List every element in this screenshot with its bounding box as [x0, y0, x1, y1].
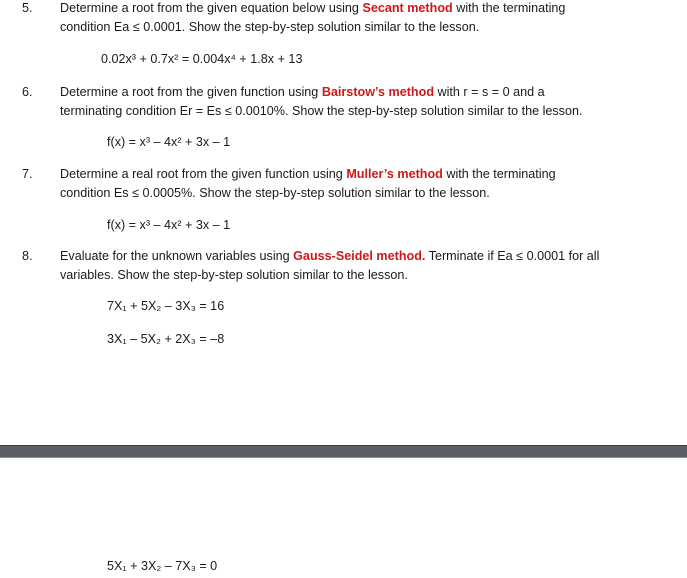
equation: 3X₁ – 5X₂ + 2X₃ = –8: [107, 332, 225, 346]
problem-number: 8.: [22, 249, 33, 263]
problem-text: Determine a root from the given function using: [60, 85, 322, 99]
method-name: Bairstow’s method: [321, 85, 435, 99]
problem-text: Determine a real root from the given function using: [60, 167, 347, 181]
problem-number: 7.: [22, 167, 33, 181]
problem-text: with the terminating: [452, 1, 566, 15]
method-name: Muller’s method: [346, 167, 443, 181]
problem-text-line-2: condition Es ≤ 0.0005%. Show the step-by-step solution similar to the lesson.: [60, 186, 490, 200]
equation: 5X₁ + 3X₂ – 7X₃ = 0: [107, 559, 218, 573]
problem-number: 6.: [22, 85, 33, 99]
problem-text: Terminate if Ea ≤ 0.0001 for all: [425, 249, 600, 263]
page-divider: [0, 445, 687, 458]
problem-text-line-2: variables. Show the step-by-step solution similar to the lesson.: [60, 268, 408, 282]
problem-text-line-1: [60, 248, 599, 264]
problem-text: Determine a root from the given equation below using: [60, 1, 363, 15]
method-name: Gauss-Seidel method.: [293, 249, 426, 263]
equation: f(x) = x³ – 4x² + 3x – 1: [107, 218, 231, 232]
problem-text: Evaluate for the unknown variables using: [60, 249, 294, 263]
problem-number: 5.: [22, 1, 33, 15]
next-page: [0, 458, 687, 578]
problem-text-line-1: [60, 0, 565, 16]
equation: 0.02x³ + 0.7x² = 0.004x⁴ + 1.8x + 13: [101, 52, 303, 66]
problem-text-line-1: [60, 166, 556, 182]
problem-text-line-2: terminating condition Er = Es ≤ 0.0010%. Show the step-by-step solution similar to the lesson.: [60, 104, 583, 118]
equation: 7X₁ + 5X₂ – 3X₃ = 16: [107, 299, 225, 313]
equation: f(x) = x³ – 4x² + 3x – 1: [107, 135, 231, 149]
problem-text-line-1: [60, 84, 545, 100]
problem-text-line-2: condition Ea ≤ 0.0001. Show the step-by-step solution similar to the lesson.: [60, 20, 480, 34]
problem-text: with the terminating: [442, 167, 556, 181]
problem-text: with r = s = 0 and a: [434, 85, 545, 99]
method-name: Secant method: [362, 1, 453, 15]
